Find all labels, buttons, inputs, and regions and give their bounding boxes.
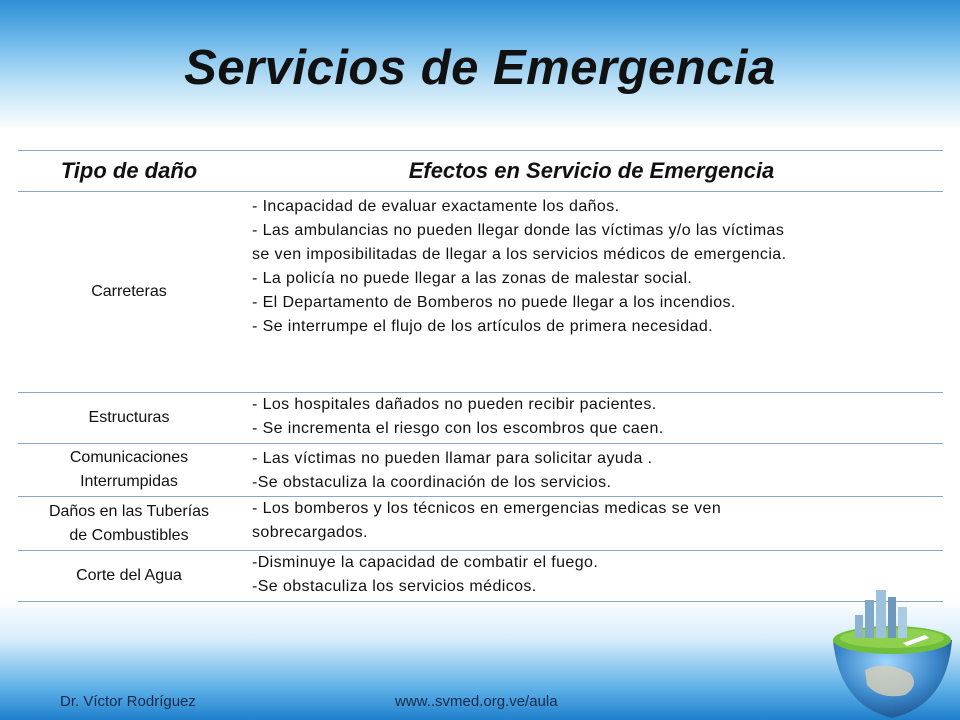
effect-line: sobrecargados. bbox=[252, 524, 368, 541]
header-effects: Efectos en Servicio de Emergencia bbox=[408, 158, 775, 183]
type-line: Daños en las Tuberías bbox=[48, 502, 210, 520]
type-line: Comunicaciones bbox=[69, 449, 189, 466]
effect-line: - La policía no puede llegar a las zonas de malestar social. bbox=[252, 270, 693, 287]
slide-title: Servicios de Emergencia bbox=[184, 41, 776, 95]
effects-table bbox=[18, 150, 943, 602]
effect-line: - Las víctimas no pueden llamar para solicitar ayuda . bbox=[252, 450, 653, 467]
effect-line: - Las ambulancias no pueden llegar donde las víctimas y/o las víctimas bbox=[252, 222, 785, 239]
table-header-row bbox=[18, 150, 943, 191]
effect-line: -Disminuye la capacidad de combatir el fuego. bbox=[252, 554, 599, 571]
type-line: Interrumpidas bbox=[80, 473, 178, 490]
effect-line: -Se obstaculiza los servicios médicos. bbox=[252, 578, 537, 595]
effect-line: se ven imposibilitadas de llegar a los servicios médicos de emergencia. bbox=[252, 246, 787, 263]
footer-author: Dr. Víctor Rodríguez bbox=[60, 693, 196, 710]
row-effects bbox=[240, 497, 943, 550]
table-row bbox=[18, 443, 943, 496]
globe-city-icon bbox=[825, 585, 960, 720]
row-effects bbox=[240, 192, 943, 392]
type-line: Carreteras bbox=[91, 283, 167, 300]
effect-line: - Los bomberos y los técnicos en emergencias medicas se ven bbox=[252, 500, 722, 517]
effect-line: - Incapacidad de evaluar exactamente los daños. bbox=[252, 198, 620, 215]
row-type bbox=[18, 192, 240, 392]
header-type: Tipo de daño bbox=[60, 158, 198, 183]
row-type bbox=[18, 393, 240, 443]
effect-line: -Se obstaculiza la coordinación de los servicios. bbox=[252, 474, 612, 491]
type-line: de Combustibles bbox=[69, 526, 189, 544]
row-effects bbox=[240, 444, 943, 496]
row-type bbox=[18, 497, 240, 550]
effect-line: - El Departamento de Bomberos no puede llegar a los incendios. bbox=[252, 294, 736, 311]
table-row bbox=[18, 550, 943, 601]
table-row bbox=[18, 392, 943, 443]
footer-url: www..svmed.org.ve/aula bbox=[395, 693, 558, 710]
table-row bbox=[18, 191, 943, 392]
effect-line: - Los hospitales dañados no pueden recibir pacientes. bbox=[252, 396, 657, 413]
type-line: Estructuras bbox=[88, 409, 170, 426]
type-line: Corte del Agua bbox=[76, 567, 182, 584]
row-type bbox=[18, 444, 240, 496]
effect-line: - Se incrementa el riesgo con los escombros que caen. bbox=[252, 420, 664, 437]
effect-line: - Se interrumpe el flujo de los artículos de primera necesidad. bbox=[252, 318, 713, 335]
row-type bbox=[18, 551, 240, 601]
table-row bbox=[18, 496, 943, 550]
row-effects bbox=[240, 393, 943, 443]
